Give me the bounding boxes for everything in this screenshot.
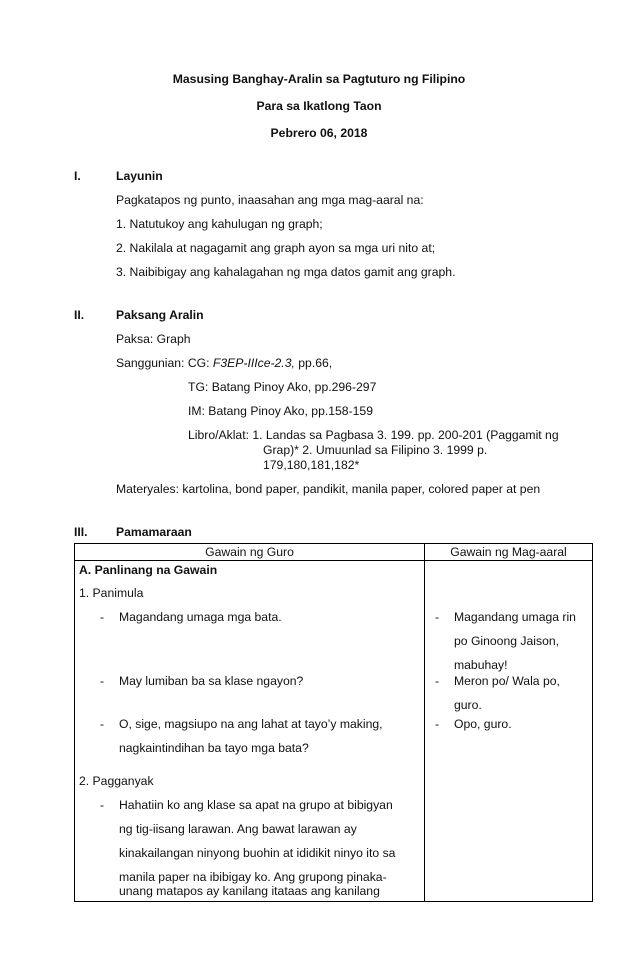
document-title: Masusing Banghay-Aralin sa Pagtuturo ng Filipino xyxy=(172,72,466,86)
section-number: II. xyxy=(74,308,85,322)
section-intro: Pagkatapos ng punto, inaasahan ang mga mag-aaral na: xyxy=(116,193,424,207)
teacher-line: unang matapos ay kanilang itataas ang kanilang xyxy=(119,884,380,898)
section-number: I. xyxy=(74,169,81,183)
section-title: Layunin xyxy=(116,169,163,183)
procedure-table xyxy=(74,543,593,902)
student-line: Magandang umaga rin xyxy=(454,610,576,624)
document-date: Pebrero 06, 2018 xyxy=(270,126,368,140)
cg-code: F3EP-IIIce-2.3, xyxy=(212,356,295,370)
cg-pages: pp.66, xyxy=(298,356,333,370)
student-line: po Ginoong Jaison, xyxy=(454,634,560,648)
bullet-dash: - xyxy=(100,717,105,731)
reference-libro-line: Grap)* 2. Umuunlad sa Filipino 3. 1999 p. xyxy=(263,443,488,457)
paksa: Paksa: Graph xyxy=(116,332,191,346)
cg-prefix: CG: xyxy=(187,356,210,370)
step-label: 1. Panimula xyxy=(79,586,144,600)
section-title: Pamamaraan xyxy=(116,525,192,539)
objective-item: 1. Natutukoy ang kahulugan ng graph; xyxy=(116,217,323,231)
sanggunian-cg xyxy=(116,356,332,370)
teacher-line: Magandang umaga mga bata. xyxy=(119,610,282,624)
bullet-dash: - xyxy=(435,610,440,624)
reference-tg: TG: Batang Pinoy Ako, pp.296-297 xyxy=(188,380,377,394)
column-header-guro: Gawain ng Guro xyxy=(75,544,425,561)
reference-libro-line: Libro/Aklat: 1. Landas sa Pagbasa 3. 199. pp. 200-201 (Paggamit ng xyxy=(188,428,559,442)
sanggunian-label: Sanggunian: xyxy=(116,356,185,370)
teacher-line: May lumiban ba sa klase ngayon? xyxy=(119,674,304,688)
student-line: Meron po/ Wala po, xyxy=(454,674,560,688)
column-header-mag-aaral: Gawain ng Mag-aaral xyxy=(425,544,593,561)
reference-im: IM: Batang Pinoy Ako, pp.158-159 xyxy=(188,404,373,418)
teacher-activities-cell xyxy=(75,561,425,902)
teacher-line: kinakailangan ninyong buohin at ididikit ninyo ito sa xyxy=(119,846,396,860)
student-line: mabuhay! xyxy=(454,658,508,672)
teacher-line: nagkaintindihan ba tayo mga bata? xyxy=(119,741,309,755)
materyales: Materyales: kartolina, bond paper, pandikit, manila paper, colored paper at pen xyxy=(116,482,541,496)
bullet-dash: - xyxy=(435,674,440,688)
teacher-line: Hahatiin ko ang klase sa apat na grupo at bibigyan xyxy=(119,798,393,812)
teacher-line: manila paper na ibibigay ko. Ang grupong pinaka- xyxy=(119,870,387,884)
objective-item: 2. Nakilala at nagagamit ang graph ayon sa mga uri nito at; xyxy=(116,241,436,255)
student-activities-cell xyxy=(425,561,593,902)
bullet-dash: - xyxy=(435,717,440,731)
teacher-line: O, sige, magsiupo na ang lahat at tayo’y making, xyxy=(119,717,383,731)
student-line: guro. xyxy=(454,698,482,712)
teacher-line: ng tig-iisang larawan. Ang bawat larawan ay xyxy=(119,822,357,836)
document-grade: Para sa Ikatlong Taon xyxy=(256,99,382,113)
reference-libro-line: 179,180,181,182* xyxy=(263,458,360,472)
bullet-dash: - xyxy=(100,798,105,812)
step-label: 2. Pagganyak xyxy=(79,774,154,788)
subsection-heading: A. Panlinang na Gawain xyxy=(79,563,218,577)
bullet-dash: - xyxy=(100,610,105,624)
bullet-dash: - xyxy=(100,674,105,688)
section-number: III. xyxy=(74,525,88,539)
section-title: Paksang Aralin xyxy=(116,308,204,322)
objective-item: 3. Naibibigay ang kahalagahan ng mga datos gamit ang graph. xyxy=(116,265,456,279)
student-line: Opo, guro. xyxy=(454,717,512,731)
